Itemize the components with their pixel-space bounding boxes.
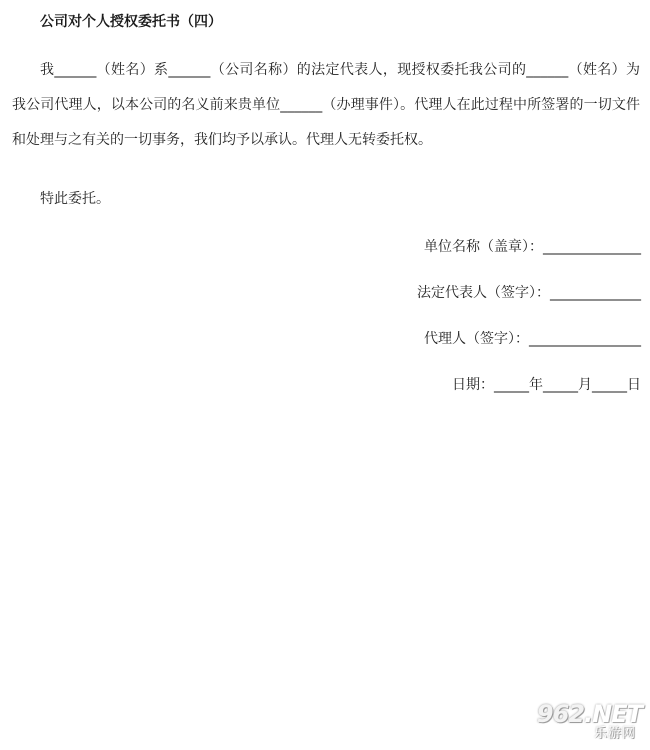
watermark-suffix: .NET bbox=[584, 700, 642, 728]
document-body bbox=[12, 53, 640, 158]
watermark-subtitle: 乐游网 bbox=[593, 726, 636, 741]
document-title: 公司对个人授权委托书（四） bbox=[40, 14, 222, 30]
watermark-main-text bbox=[537, 702, 642, 726]
agent-signature-line: 代理人（签字）：________________ bbox=[424, 331, 641, 347]
authorization-paragraph: 我______（姓名）系______（公司名称）的法定代表人，现授权委托我公司的______（姓名）为我公司代理人，以本公司的名义前来贵单位______（办理事件）。代理人在此过程中所签署的一切文件和处理与之有关的一切事务，我们均予以承认。代理人无转委托权。 bbox=[12, 62, 640, 148]
closing-line: 特此委托。 bbox=[40, 191, 110, 207]
date-line: 日期：_____年_____月_____日 bbox=[452, 377, 641, 393]
site-watermark-logo bbox=[510, 702, 642, 744]
legal-representative-signature-line: 法定代表人（签字）：_____________ bbox=[417, 285, 641, 301]
unit-name-seal-line: 单位名称（盖章）：______________ bbox=[424, 239, 641, 255]
signature-block bbox=[281, 232, 641, 410]
watermark-digits: 962 bbox=[536, 700, 585, 728]
